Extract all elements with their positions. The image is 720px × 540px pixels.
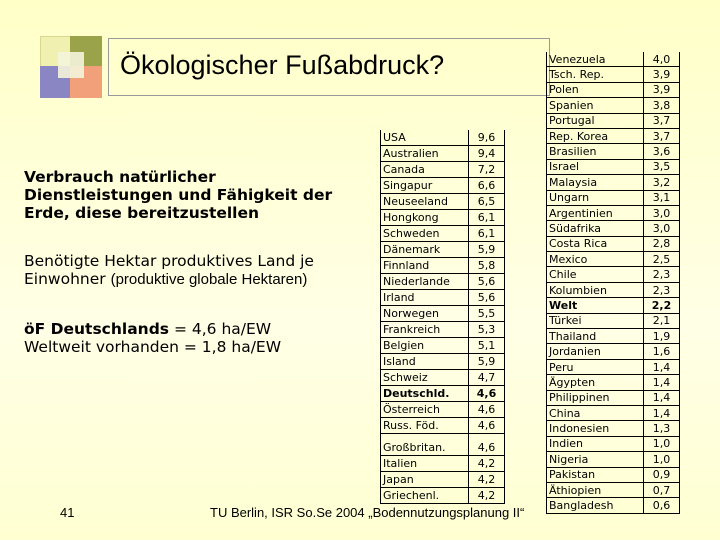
country-cell: Japan [381,472,469,488]
value-cell: 2,1 [644,313,680,328]
country-cell: Island [381,354,469,370]
table-row [547,375,680,390]
country-cell: Großbritan. [381,440,469,456]
value-cell: 2,5 [644,252,680,267]
world-available-text: Weltweit vorhanden = 1,8 ha/EW [24,338,282,356]
value-cell: 4,2 [469,488,505,504]
value-cell: 6,1 [469,226,505,242]
table-row [547,67,680,82]
value-cell: 5,6 [469,290,505,306]
value-cell: 5,6 [469,274,505,290]
value-cell: 1,4 [644,405,680,420]
country-cell: Ungarn [547,190,644,205]
table-row [547,175,680,190]
country-table-right [546,52,680,514]
table-row [381,440,505,456]
country-cell: Belgien [381,338,469,354]
country-cell: Frankreich [381,322,469,338]
value-cell: 1,0 [644,452,680,467]
country-table-left [380,130,505,504]
table-row [381,386,505,402]
value-cell: 3,0 [644,205,680,220]
value-cell: 0,6 [644,498,680,513]
table-row [381,258,505,274]
table-row [381,290,505,306]
country-cell: Russ. Föd. [381,418,469,434]
table-row [381,242,505,258]
value-cell: 3,6 [644,144,680,159]
value-cell: 6,6 [469,178,505,194]
country-cell: Ägypten [547,375,644,390]
value-cell: 4,6 [469,418,505,434]
country-cell: Welt [547,298,644,313]
country-cell: Brasilien [547,144,644,159]
country-cell: Rep. Korea [547,128,644,143]
country-cell: Argentinien [547,205,644,220]
value-cell: 1,4 [644,375,680,390]
country-cell: Jordanien [547,344,644,359]
value-cell: 5,1 [469,338,505,354]
value-cell: 5,9 [469,242,505,258]
table-row [547,159,680,174]
country-table-left-group1 [381,130,505,434]
country-cell: Schweden [381,226,469,242]
table-row [547,221,680,236]
value-cell: 1,9 [644,329,680,344]
value-cell: 9,6 [469,130,505,146]
country-cell: Dänemark [381,242,469,258]
value-cell: 6,1 [469,210,505,226]
country-cell: Malaysia [547,175,644,190]
table-row [547,113,680,128]
logo-square-center [58,52,84,78]
table-row [547,482,680,497]
country-cell: Chile [547,267,644,282]
table-row [547,405,680,420]
value-cell: 4,0 [644,52,680,67]
table-row [547,282,680,297]
value-cell: 4,7 [469,370,505,386]
table-row [547,190,680,205]
country-cell: Hongkong [381,210,469,226]
country-cell: Peru [547,359,644,374]
value-cell: 3,1 [644,190,680,205]
country-cell: Spanien [547,98,644,113]
table-row [381,178,505,194]
value-cell: 1,6 [644,344,680,359]
value-cell: 4,6 [469,402,505,418]
table-row [547,298,680,313]
country-cell: Irland [381,290,469,306]
table-row [547,436,680,451]
table-row [381,274,505,290]
table-row [381,418,505,434]
country-cell: USA [381,130,469,146]
hectare-text-main: Benötigte Hektar produktives Land je Einwohner [24,252,314,288]
value-cell: 2,3 [644,282,680,297]
country-cell: Finnland [381,258,469,274]
table-row [381,146,505,162]
country-cell: Portugal [547,113,644,128]
value-cell: 2,3 [644,267,680,282]
value-cell: 3,5 [644,159,680,174]
table-row [381,338,505,354]
country-cell: Venezuela [547,52,644,67]
table-row [381,488,505,504]
country-cell: Österreich [381,402,469,418]
germany-footprint-text [24,320,354,356]
country-cell: Indonesien [547,421,644,436]
value-cell: 5,5 [469,306,505,322]
country-cell: Canada [381,162,469,178]
table-row [381,354,505,370]
value-cell: 0,7 [644,482,680,497]
table-row [547,252,680,267]
value-cell: 3,7 [644,128,680,143]
value-cell: 5,9 [469,354,505,370]
value-cell: 3,7 [644,113,680,128]
country-cell: China [547,405,644,420]
value-cell: 3,2 [644,175,680,190]
country-cell: Indien [547,436,644,451]
value-cell: 1,0 [644,436,680,451]
table-row [547,498,680,513]
country-cell: Singapur [381,178,469,194]
country-cell: Nigeria [547,452,644,467]
country-cell: Äthiopien [547,482,644,497]
germany-footprint-label: öF Deutschlands [24,320,170,338]
value-cell: 2,8 [644,236,680,251]
table-row [547,452,680,467]
table-row [381,226,505,242]
table-row [381,130,505,146]
table-row [381,162,505,178]
value-cell: 4,6 [469,386,505,402]
country-table-right-body [547,52,680,513]
table-row [381,322,505,338]
value-cell: 5,3 [469,322,505,338]
footer-text: TU Berlin, ISR So.Se 2004 „Bodennutzungsplanung II“ [210,505,525,520]
table-row [381,306,505,322]
hectare-text-paren: (produktive globale Hektaren) [110,271,308,288]
country-cell: Niederlande [381,274,469,290]
table-row [547,128,680,143]
country-cell: Costa Rica [547,236,644,251]
table-row [547,344,680,359]
table-row [381,210,505,226]
table-row [547,313,680,328]
value-cell: 1,3 [644,421,680,436]
table-row [547,236,680,251]
country-cell: Thailand [547,329,644,344]
country-cell: Südafrika [547,221,644,236]
country-table-left-group2 [381,440,505,504]
country-cell: Tsch. Rep. [547,67,644,82]
germany-footprint-value: = 4,6 ha/EW [169,320,272,338]
country-cell: Mexico [547,252,644,267]
country-cell: Deutschld. [381,386,469,402]
country-cell: Bangladesh [547,498,644,513]
country-cell: Kolumbien [547,282,644,297]
table-row [381,402,505,418]
value-cell: 3,0 [644,221,680,236]
table-row [547,467,680,482]
country-cell: Australien [381,146,469,162]
value-cell: 0,9 [644,467,680,482]
table-row [547,205,680,220]
country-cell: Italien [381,456,469,472]
value-cell: 7,2 [469,162,505,178]
value-cell: 3,8 [644,98,680,113]
table-row [547,359,680,374]
table-row [547,390,680,405]
country-cell: Norwegen [381,306,469,322]
value-cell: 1,4 [644,390,680,405]
country-cell: Pakistan [547,467,644,482]
value-cell: 1,4 [644,359,680,374]
value-cell: 5,8 [469,258,505,274]
table-row [547,421,680,436]
definition-text: Verbrauch natürlicher Dienstleistungen und Fähigkeit der Erde, diese bereitzustellen [24,168,333,222]
page-number: 41 [60,505,75,520]
table-row [547,267,680,282]
table-row [547,82,680,97]
hectare-text [24,252,369,289]
table-row [547,144,680,159]
country-cell: Israel [547,159,644,174]
table-row [547,98,680,113]
country-cell: Neuseeland [381,194,469,210]
country-cell: Griechenl. [381,488,469,504]
value-cell: 4,6 [469,440,505,456]
table-row [381,472,505,488]
table-row [547,52,680,67]
value-cell: 4,2 [469,456,505,472]
value-cell: 4,2 [469,472,505,488]
value-cell: 2,2 [644,298,680,313]
value-cell: 9,4 [469,146,505,162]
value-cell: 6,5 [469,194,505,210]
country-cell: Schweiz [381,370,469,386]
country-cell: Türkei [547,313,644,328]
value-cell: 3,9 [644,82,680,97]
table-row [381,456,505,472]
table-row [381,194,505,210]
slide-logo [40,36,102,98]
slide-title: Ökologischer Fußabdruck? [120,50,445,80]
table-row [381,370,505,386]
country-cell: Philippinen [547,390,644,405]
table-row [547,329,680,344]
value-cell: 3,9 [644,67,680,82]
country-cell: Polen [547,82,644,97]
